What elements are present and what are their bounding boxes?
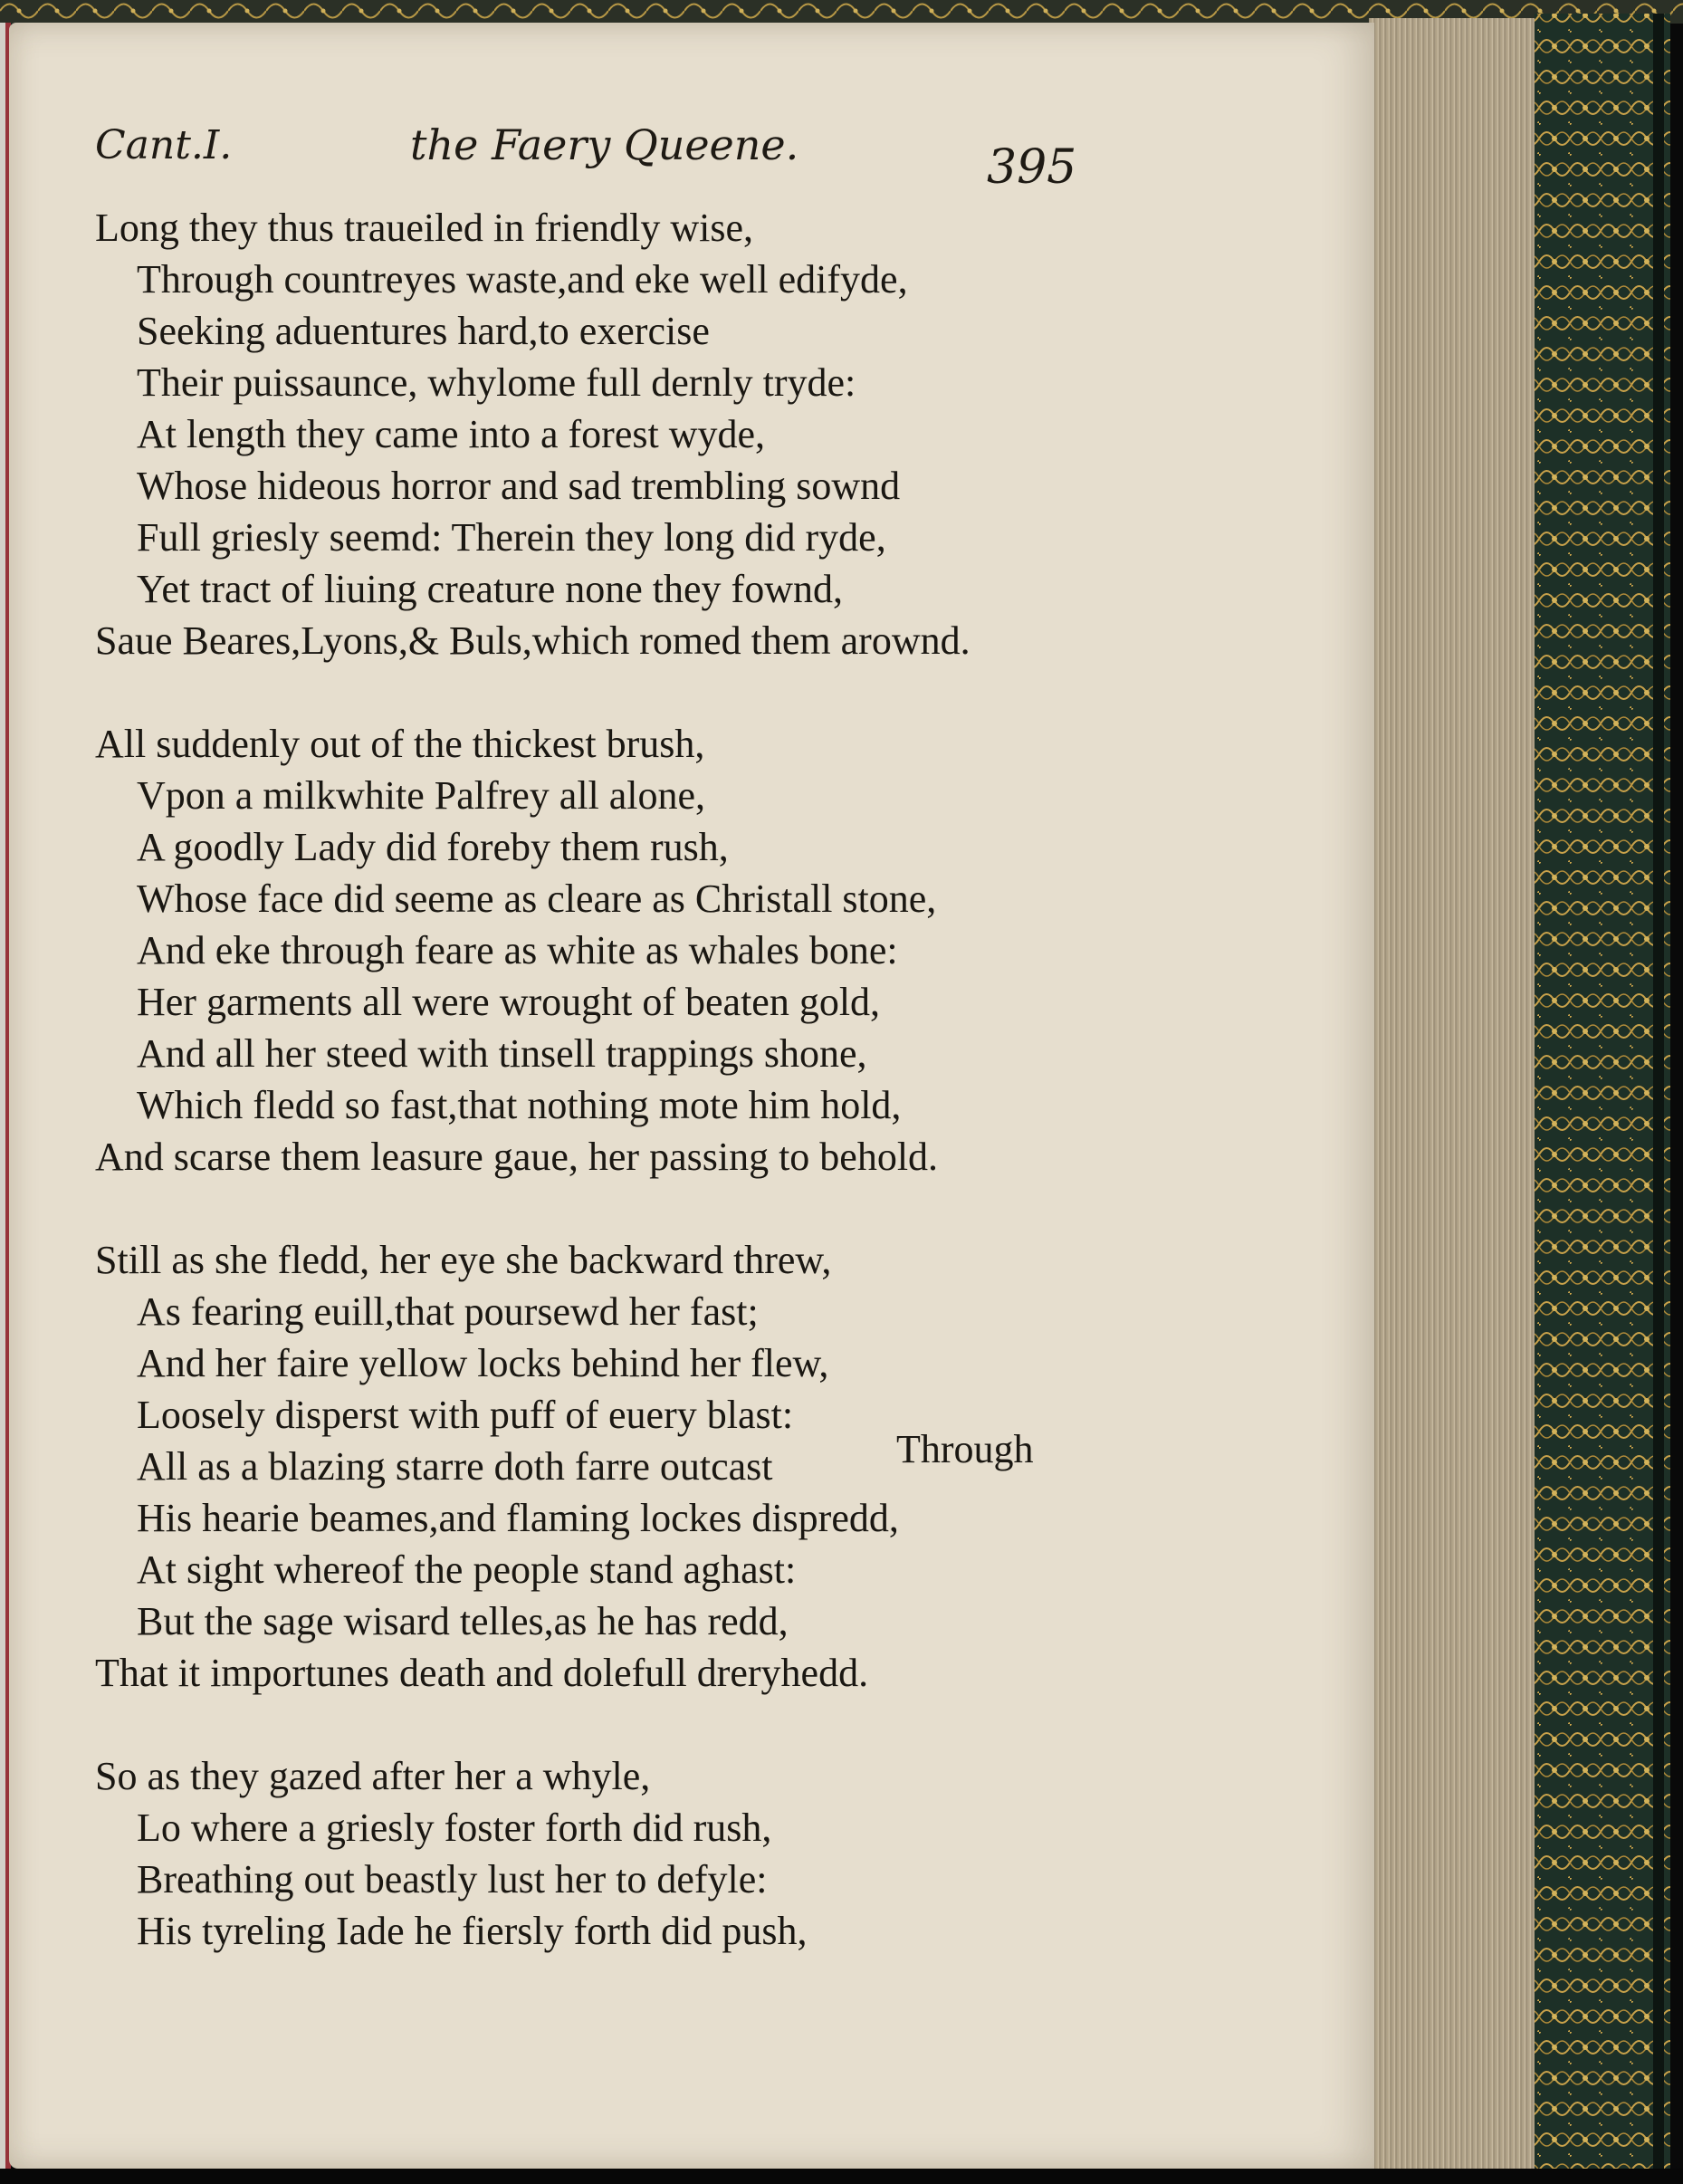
poem-line: Loosely disperst with puff of euery blast: [137, 1393, 794, 1437]
poem-line: As fearing euill,that poursewd her fast; [137, 1289, 759, 1334]
poem-line: Her garments all were wrought of beaten gold, [137, 980, 881, 1024]
poem-line: Saue Beares,Lyons,& Buls,which romed them arownd. [95, 618, 971, 663]
poem-line: And eke through feare as white as whales bone: [137, 928, 898, 972]
poem-line: His hearie beames,and flaming lockes dispredd, [137, 1496, 899, 1540]
poem-line: His tyreling Iade he fiersly forth did push, [137, 1909, 808, 1953]
poem-line: All as a blazing starre doth farre outcast [137, 1444, 773, 1489]
poem-line: Lo where a griesly foster forth did rush, [137, 1806, 772, 1850]
poem-line: And her faire yellow locks behind her flew, [137, 1341, 829, 1385]
poem-text [95, 202, 1109, 1957]
poem-line: At length they came into a forest wyde, [137, 412, 766, 456]
poem-line: Long they thus traueiled in friendly wise, [95, 206, 754, 250]
poem-line: Still as she fledd, her eye she backward threw, [95, 1238, 832, 1282]
poem-line: Whose hideous horror and sad trembling sownd [137, 464, 901, 508]
page-number: 395 [987, 140, 1077, 195]
book-page-wrap [9, 23, 1374, 2169]
catchword: Through [896, 1427, 1034, 1471]
poem-line: Seeking aduentures hard,to exercise [137, 309, 710, 353]
stanza-2 [95, 718, 1109, 1183]
canto-label: Cant.I. [95, 122, 233, 168]
poem-line: Yet tract of liuing creature none they fownd, [137, 567, 843, 611]
poem-line: So as they gazed after her a whyle, [95, 1754, 651, 1798]
poem-line: Breathing out beastly lust her to defyle: [137, 1857, 768, 1901]
poem-line: A goodly Lady did foreby them rush, [137, 825, 729, 869]
poem-line: At sight whereof the people stand aghast: [137, 1547, 797, 1592]
poem-line: That it importunes death and dolefull dreryhedd. [95, 1651, 869, 1695]
poem-line: Whose face did seeme as cleare as Christall stone, [137, 876, 937, 921]
poem-line: All suddenly out of the thickest brush, [95, 722, 705, 766]
poem-line: Which fledd so fast,that nothing mote him hold, [137, 1083, 902, 1127]
page-header [95, 113, 1077, 199]
poem-line: But the sage wisard telles,as he has redd, [137, 1599, 789, 1643]
poem-line: Full griesly seemd: Therein they long did ryde, [137, 515, 886, 560]
stanza-4 [95, 1750, 1109, 1957]
poem-line: Vpon a milkwhite Palfrey all alone, [137, 773, 706, 818]
poem-line: And scarse them leasure gaue, her passing to behold. [95, 1135, 939, 1179]
stanza-1 [95, 202, 1109, 666]
poem-line: Their puissaunce, whylome full dernly tryde: [137, 360, 856, 405]
book-page [9, 23, 1374, 2169]
running-title: the Faery Queene. [410, 120, 799, 169]
poem-line: And all her steed with tinsell trappings shone, [137, 1031, 867, 1076]
poem-line: Through countreyes waste,and eke well edifyde, [137, 257, 908, 302]
